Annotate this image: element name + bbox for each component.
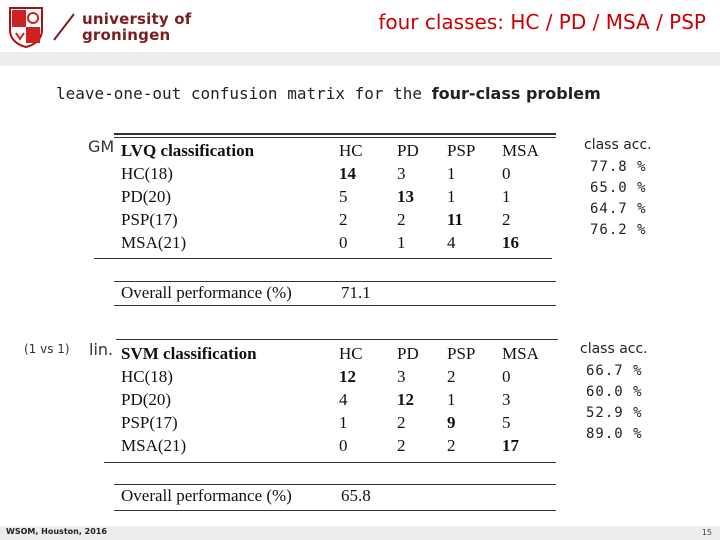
table-row <box>121 388 562 411</box>
slide-title: four classes: HC / PD / MSA / PSP <box>378 10 706 34</box>
svm-top-rule <box>116 339 558 340</box>
svm-overall-top-rule <box>114 484 556 485</box>
row-label: PD(20) <box>121 186 172 206</box>
row-label: PSP(17) <box>121 412 178 432</box>
cell: 16 <box>502 232 519 252</box>
cell: 17 <box>502 435 519 455</box>
gm-label: GM <box>88 137 115 156</box>
cell: 2 <box>447 435 456 455</box>
table-row <box>121 231 562 254</box>
row-label: PD(20) <box>121 389 172 409</box>
svm-header-hc: HC <box>339 343 363 363</box>
cell: 12 <box>339 366 356 386</box>
table-row <box>121 434 562 457</box>
cell: 2 <box>339 209 348 229</box>
lvq-header-row <box>121 139 562 162</box>
svm-confusion-table <box>121 342 562 457</box>
university-name-line2: groningen <box>82 26 171 44</box>
footer-conference: WSOM, Houston, 2016 <box>6 527 107 536</box>
cell: 13 <box>397 186 414 206</box>
university-name-line1: university of <box>82 10 192 28</box>
cell: 4 <box>447 232 456 252</box>
university-crest-icon <box>8 6 44 48</box>
footer-bar <box>0 526 720 540</box>
cell: 2 <box>502 209 511 229</box>
lvq-confusion-table <box>121 139 562 254</box>
lvq-header-pd: PD <box>397 140 419 160</box>
svm-header-psp: PSP <box>447 343 476 363</box>
cell: 2 <box>447 366 456 386</box>
cell: 4 <box>339 389 348 409</box>
subtitle-prefix: leave-one-out confusion matrix for the <box>56 84 432 103</box>
lvq-bottom-rule <box>94 258 552 259</box>
svm-header-pd: PD <box>397 343 419 363</box>
table-row <box>121 208 562 231</box>
cell: 0 <box>339 435 348 455</box>
lvq-top-rule <box>114 133 556 135</box>
cell: 1 <box>447 389 456 409</box>
acc-value: 76.2 % <box>590 222 647 238</box>
acc-value: 52.9 % <box>586 405 643 421</box>
cell: 9 <box>447 412 456 432</box>
cell: 3 <box>397 163 406 183</box>
lvq-header-msa: MSA <box>502 140 539 160</box>
cell: 5 <box>339 186 348 206</box>
svm-overall-label: Overall performance (%) <box>121 486 292 505</box>
cell: 0 <box>502 163 511 183</box>
table-row <box>121 411 562 434</box>
lvq-overall-bottom-rule <box>114 305 556 306</box>
row-label: HC(18) <box>121 163 173 183</box>
row-label: MSA(21) <box>121 435 187 455</box>
lvq-header-hc: HC <box>339 140 363 160</box>
table-row <box>121 365 562 388</box>
cell: 0 <box>502 366 511 386</box>
cell: 1 <box>339 412 348 432</box>
row-label: HC(18) <box>121 366 173 386</box>
lvq-class-accuracy <box>584 137 652 241</box>
acc-value: 60.0 % <box>586 384 643 400</box>
page-number: 15 <box>701 528 712 537</box>
cell: 1 <box>397 232 406 252</box>
lvq-overall-label: Overall performance (%) <box>121 283 292 302</box>
lvq-overall-value: 71.1 <box>341 283 371 302</box>
slide-subtitle <box>56 84 601 103</box>
cell: 2 <box>397 412 406 432</box>
svm-one-vs-one-label: (1 vs 1) <box>24 342 70 356</box>
cell: 1 <box>447 163 456 183</box>
lvq-overall-top-rule <box>114 281 556 282</box>
cell: 3 <box>502 389 511 409</box>
cell: 0 <box>339 232 348 252</box>
svm-header-msa: MSA <box>502 343 539 363</box>
cell: 14 <box>339 163 356 183</box>
cell: 2 <box>397 435 406 455</box>
svm-overall-bottom-rule <box>114 510 556 511</box>
header-rule <box>0 52 720 66</box>
cell: 11 <box>447 209 464 229</box>
acc-value: 64.7 % <box>590 201 647 217</box>
cell: 5 <box>502 412 511 432</box>
svm-acc-title: class acc. <box>580 341 648 357</box>
cell: 3 <box>397 366 406 386</box>
svm-overall-value: 65.8 <box>341 486 371 505</box>
lvq-header-title: LVQ classification <box>121 140 255 160</box>
acc-value: 77.8 % <box>590 159 647 175</box>
acc-value: 89.0 % <box>586 426 643 442</box>
subtitle-emphasis: four-class problem <box>431 84 601 103</box>
cell: 12 <box>397 389 414 409</box>
cell: 1 <box>447 186 456 206</box>
svm-class-accuracy <box>580 341 648 445</box>
lvq-top-rule-2 <box>114 137 556 138</box>
cell: 1 <box>502 186 511 206</box>
acc-value: 66.7 % <box>586 363 643 379</box>
lvq-header-psp: PSP <box>447 140 476 160</box>
lvq-acc-title: class acc. <box>584 137 652 153</box>
table-row <box>121 162 562 185</box>
svm-linear-label: lin. <box>89 340 114 359</box>
cell: 2 <box>397 209 406 229</box>
svm-header-row <box>121 342 562 365</box>
svm-header-title: SVM classification <box>121 343 257 363</box>
row-label: PSP(17) <box>121 209 178 229</box>
logo-slash-icon <box>52 12 76 42</box>
table-row <box>121 185 562 208</box>
row-label: MSA(21) <box>121 232 187 252</box>
acc-value: 65.0 % <box>590 180 647 196</box>
svm-bottom-rule <box>104 462 556 463</box>
